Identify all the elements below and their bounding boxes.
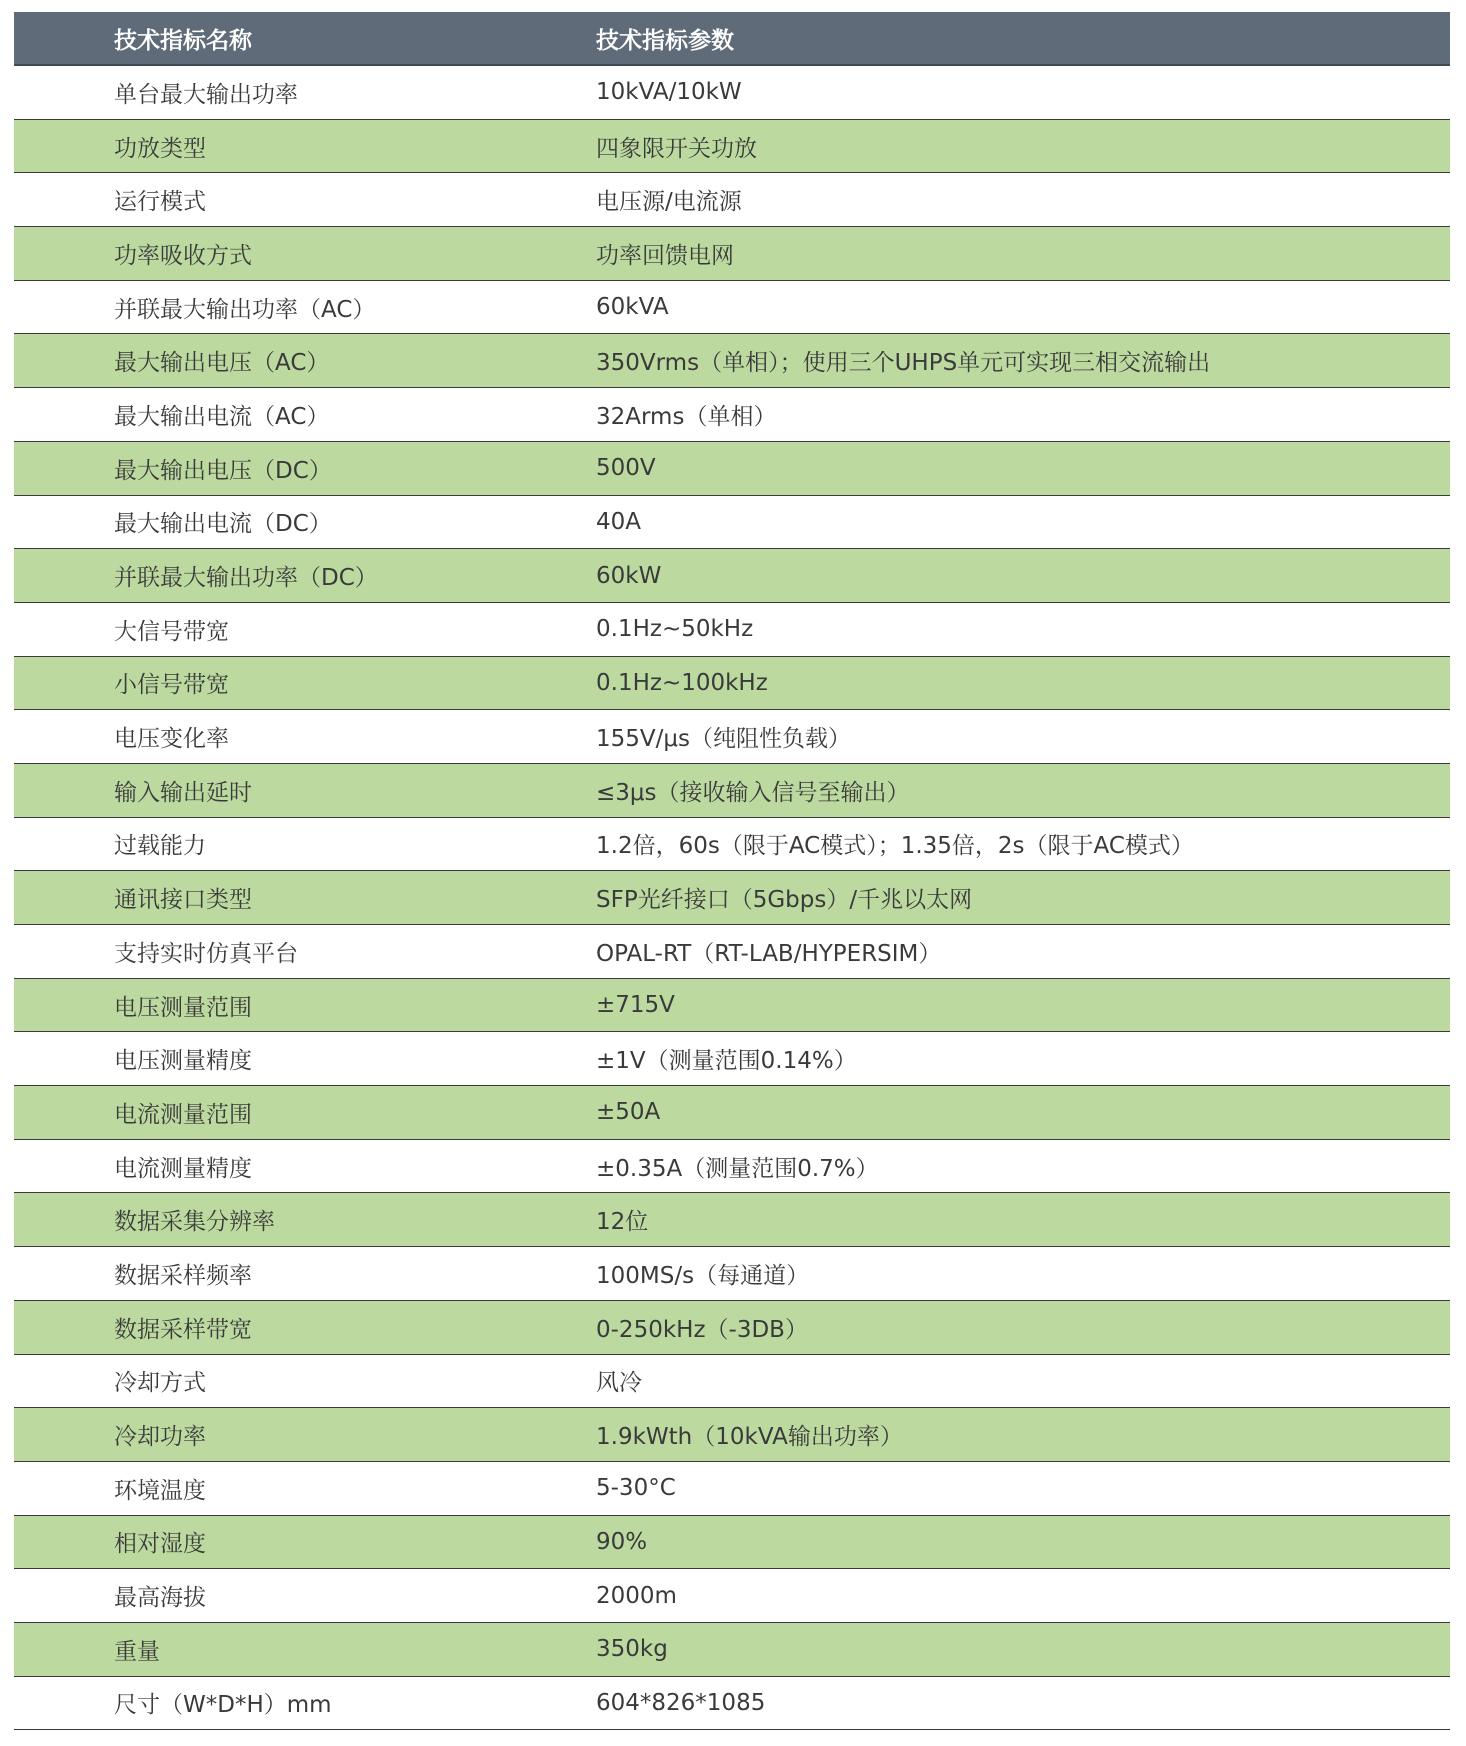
table-body bbox=[14, 66, 1450, 1730]
table-row bbox=[14, 710, 1450, 764]
spec-name: 电压测量精度 bbox=[114, 1048, 252, 1075]
spec-name: 电压变化率 bbox=[114, 726, 229, 753]
table-row bbox=[14, 818, 1450, 872]
spec-name: 最大输出电压（DC） bbox=[114, 457, 332, 484]
table-row bbox=[14, 442, 1450, 496]
table-row bbox=[14, 979, 1450, 1033]
spec-value: 155V/μs（纯阻性负载） bbox=[596, 726, 851, 753]
table-row bbox=[14, 1677, 1450, 1731]
table-row bbox=[14, 764, 1450, 818]
spec-value: 四象限开关功放 bbox=[596, 135, 757, 162]
spec-value: OPAL-RT（RT-LAB/HYPERSIM） bbox=[596, 940, 942, 967]
table-row bbox=[14, 1408, 1450, 1462]
spec-name: 电流测量范围 bbox=[114, 1101, 252, 1128]
table-row bbox=[14, 173, 1450, 227]
table-row bbox=[14, 388, 1450, 442]
spec-name: 冷却功率 bbox=[114, 1424, 206, 1451]
table-row bbox=[14, 871, 1450, 925]
spec-value: 40A bbox=[596, 508, 642, 535]
table-row bbox=[14, 496, 1450, 550]
spec-value: 风冷 bbox=[596, 1370, 642, 1397]
spec-value: 12位 bbox=[596, 1209, 649, 1236]
table-row bbox=[14, 657, 1450, 711]
spec-name: 通讯接口类型 bbox=[114, 887, 252, 914]
spec-name: 最高海拔 bbox=[114, 1585, 206, 1612]
spec-name: 功率吸收方式 bbox=[114, 242, 252, 269]
table-row bbox=[14, 925, 1450, 979]
table-row bbox=[14, 1032, 1450, 1086]
spec-name: 数据采集分辨率 bbox=[114, 1209, 275, 1236]
spec-name: 重量 bbox=[114, 1638, 160, 1665]
table-row bbox=[14, 227, 1450, 281]
spec-value: ±50A bbox=[596, 1099, 661, 1126]
spec-value: 90% bbox=[596, 1528, 648, 1555]
table-header bbox=[14, 12, 1450, 66]
spec-value: 60kVA bbox=[596, 294, 669, 321]
spec-value: 350kg bbox=[596, 1636, 668, 1663]
spec-value: 500V bbox=[596, 455, 656, 482]
spec-name: 相对湿度 bbox=[114, 1531, 206, 1558]
spec-name: 过载能力 bbox=[114, 833, 206, 860]
table-row bbox=[14, 549, 1450, 603]
table-row bbox=[14, 1247, 1450, 1301]
header-name: 技术指标名称 bbox=[114, 27, 252, 54]
table-row bbox=[14, 334, 1450, 388]
table-row bbox=[14, 1086, 1450, 1140]
spec-value: SFP光纤接口（5Gbps）/千兆以太网 bbox=[596, 887, 973, 914]
table-row bbox=[14, 281, 1450, 335]
table-row bbox=[14, 66, 1450, 120]
spec-value: 0-250kHz（-3DB） bbox=[596, 1316, 808, 1343]
spec-name: 最大输出电压（AC） bbox=[114, 350, 330, 377]
spec-value: 100MS/s（每通道） bbox=[596, 1262, 810, 1289]
spec-value: 1.2倍，60s（限于AC模式）；1.35倍，2s（限于AC模式） bbox=[596, 833, 1194, 860]
table-row bbox=[14, 1193, 1450, 1247]
spec-name: 大信号带宽 bbox=[114, 618, 229, 645]
spec-name: 输入输出延时 bbox=[114, 779, 252, 806]
spec-name: 数据采样带宽 bbox=[114, 1316, 252, 1343]
table-row bbox=[14, 1355, 1450, 1409]
spec-table bbox=[14, 12, 1450, 1730]
spec-value: 32Arms（单相） bbox=[596, 403, 777, 430]
table-row bbox=[14, 1462, 1450, 1516]
table-row bbox=[14, 1623, 1450, 1677]
spec-value: 0.1Hz~100kHz bbox=[596, 669, 768, 696]
spec-value: 604*826*1085 bbox=[596, 1689, 766, 1716]
table-row bbox=[14, 1140, 1450, 1194]
spec-value: 0.1Hz~50kHz bbox=[596, 616, 754, 643]
header-value: 技术指标参数 bbox=[596, 27, 734, 54]
spec-value: 2000m bbox=[596, 1582, 677, 1609]
spec-name: 小信号带宽 bbox=[114, 672, 229, 699]
spec-name: 最大输出电流（AC） bbox=[114, 403, 330, 430]
spec-name: 并联最大输出功率（AC） bbox=[114, 296, 376, 323]
spec-name: 运行模式 bbox=[114, 189, 206, 216]
table-row bbox=[14, 1569, 1450, 1623]
spec-value: ±0.35A（测量范围0.7%） bbox=[596, 1155, 879, 1182]
spec-value: 电压源/电流源 bbox=[596, 189, 742, 216]
spec-name: 并联最大输出功率（DC） bbox=[114, 565, 378, 592]
spec-value: 功率回馈电网 bbox=[596, 242, 734, 269]
table-row bbox=[14, 603, 1450, 657]
spec-value: 5-30°C bbox=[596, 1475, 676, 1502]
spec-value: ±715V bbox=[596, 992, 675, 1019]
spec-name: 最大输出电流（DC） bbox=[114, 511, 332, 538]
spec-value: ±1V（测量范围0.14%） bbox=[596, 1048, 857, 1075]
spec-name: 功放类型 bbox=[114, 135, 206, 162]
spec-name: 支持实时仿真平台 bbox=[114, 940, 298, 967]
spec-name: 冷却方式 bbox=[114, 1370, 206, 1397]
spec-value: 350Vrms（单相）；使用三个UHPS单元可实现三相交流输出 bbox=[596, 350, 1211, 377]
spec-name: 数据采样频率 bbox=[114, 1262, 252, 1289]
spec-name: 电压测量范围 bbox=[114, 994, 252, 1021]
spec-name: 环境温度 bbox=[114, 1477, 206, 1504]
spec-value: 10kVA/10kW bbox=[596, 79, 742, 106]
table-row bbox=[14, 1301, 1450, 1355]
spec-name: 尺寸（W*D*H）mm bbox=[114, 1692, 332, 1719]
spec-name: 单台最大输出功率 bbox=[114, 81, 298, 108]
spec-value: 1.9kWth（10kVA输出功率） bbox=[596, 1424, 903, 1451]
table-row bbox=[14, 1516, 1450, 1570]
spec-value: ≤3μs（接收输入信号至输出） bbox=[596, 779, 910, 806]
spec-name: 电流测量精度 bbox=[114, 1155, 252, 1182]
spec-value: 60kW bbox=[596, 562, 662, 589]
table-row bbox=[14, 120, 1450, 174]
